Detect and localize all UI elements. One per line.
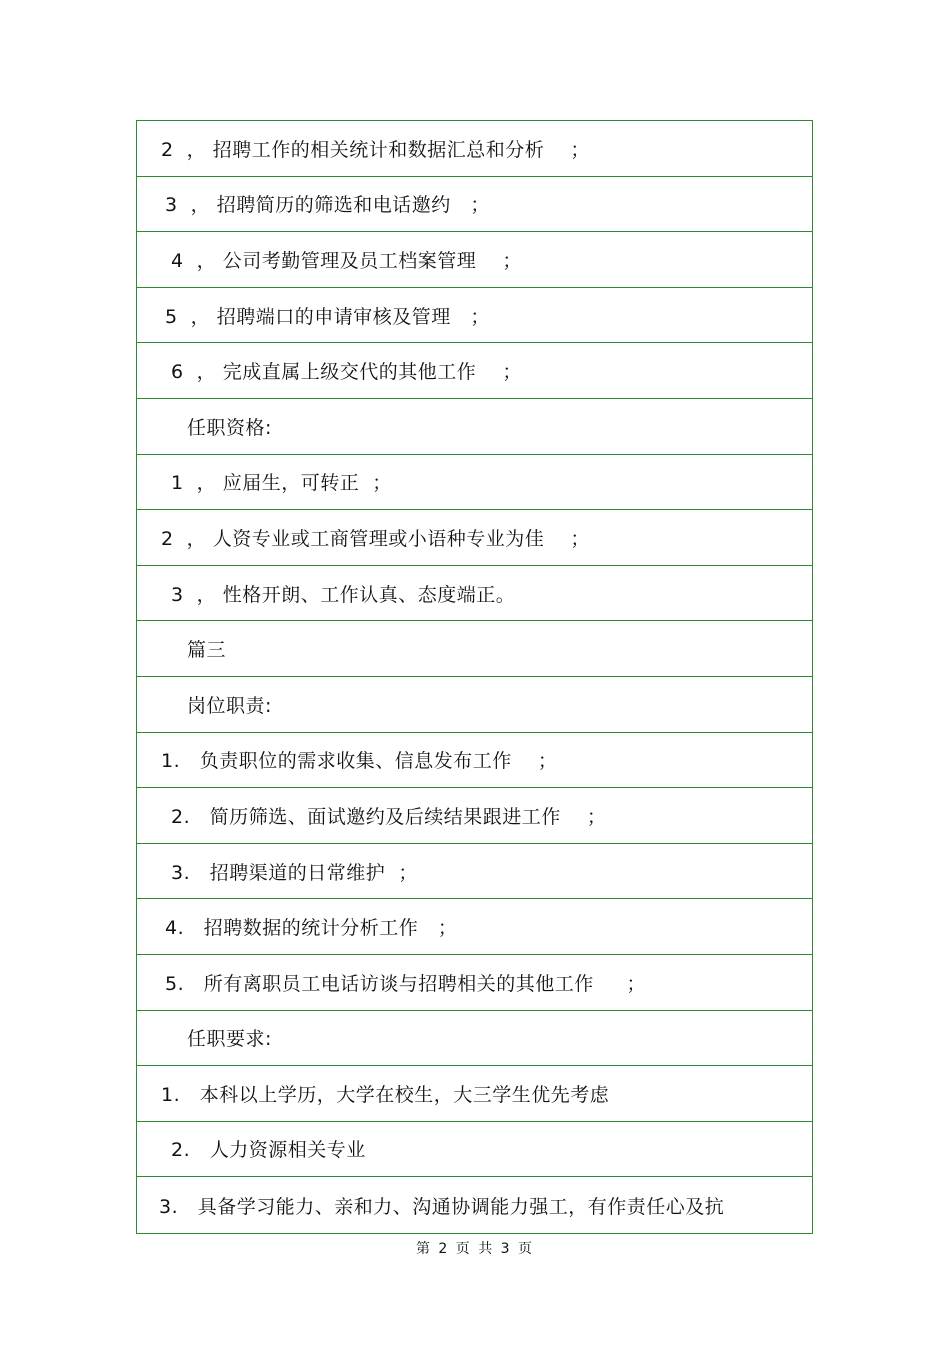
row-text: 2 ， 人资专业或工商管理或小语种专业为佳 ； (161, 527, 590, 550)
table-row (137, 288, 812, 344)
table-row (137, 621, 812, 677)
row-text: 篇三 (187, 639, 227, 662)
row-text: 5 ， 招聘端口的申请审核及管理 ； (165, 305, 490, 328)
table-row (137, 955, 812, 1011)
row-text: 4. 招聘数据的统计分析工作 ； (165, 917, 458, 940)
table-row (137, 899, 812, 955)
row-text: 2. 人力资源相关专业 (171, 1139, 366, 1162)
table-row (137, 455, 812, 511)
table-row (137, 343, 812, 399)
page-footer (0, 1238, 950, 1258)
row-text: 3. 具备学习能力、亲和力、沟通协调能力强工，有作责任心及抗 (159, 1195, 725, 1218)
row-text: 3 ， 性格开朗、工作认真、态度端正。 (171, 583, 516, 606)
table-row (137, 1177, 812, 1233)
row-text: 2. 简历筛选、面试邀约及后续结果跟进工作 ； (171, 805, 607, 828)
table-row (137, 121, 812, 177)
table-row (137, 788, 812, 844)
table-row (137, 177, 812, 233)
row-text: 1. 本科以上学历，大学在校生，大三学生优先考虑 (161, 1083, 610, 1106)
row-text: 4 ， 公司考勤管理及员工档案管理 ； (171, 249, 522, 272)
table-row (137, 510, 812, 566)
table-row (137, 566, 812, 622)
row-text: 3. 招聘渠道的日常维护 ； (171, 861, 418, 884)
table-row (137, 399, 812, 455)
row-text: 1 ， 应届生，可转正 ； (171, 472, 392, 495)
content-table (136, 120, 813, 1234)
table-row (137, 1011, 812, 1067)
row-text: 1. 负责职位的需求收集、信息发布工作 ； (161, 750, 558, 773)
page-number-label: 第 2 页 共 3 页 (415, 1241, 535, 1257)
row-text: 岗位职责: (187, 694, 272, 717)
table-row (137, 733, 812, 789)
table-row (137, 232, 812, 288)
row-text: 3 ， 招聘简历的筛选和电话邀约 ； (165, 194, 490, 217)
row-text: 任职要求: (187, 1028, 272, 1051)
row-text: 5. 所有离职员工电话访谈与招聘相关的其他工作 ； (165, 972, 646, 995)
row-text: 任职资格: (187, 416, 272, 439)
table-row (137, 677, 812, 733)
row-text: 2 ， 招聘工作的相关统计和数据汇总和分析 ； (161, 138, 590, 161)
table-row (137, 1122, 812, 1178)
table-row (137, 844, 812, 900)
table-row (137, 1066, 812, 1122)
row-text: 6 ， 完成直属上级交代的其他工作 ； (171, 361, 522, 384)
